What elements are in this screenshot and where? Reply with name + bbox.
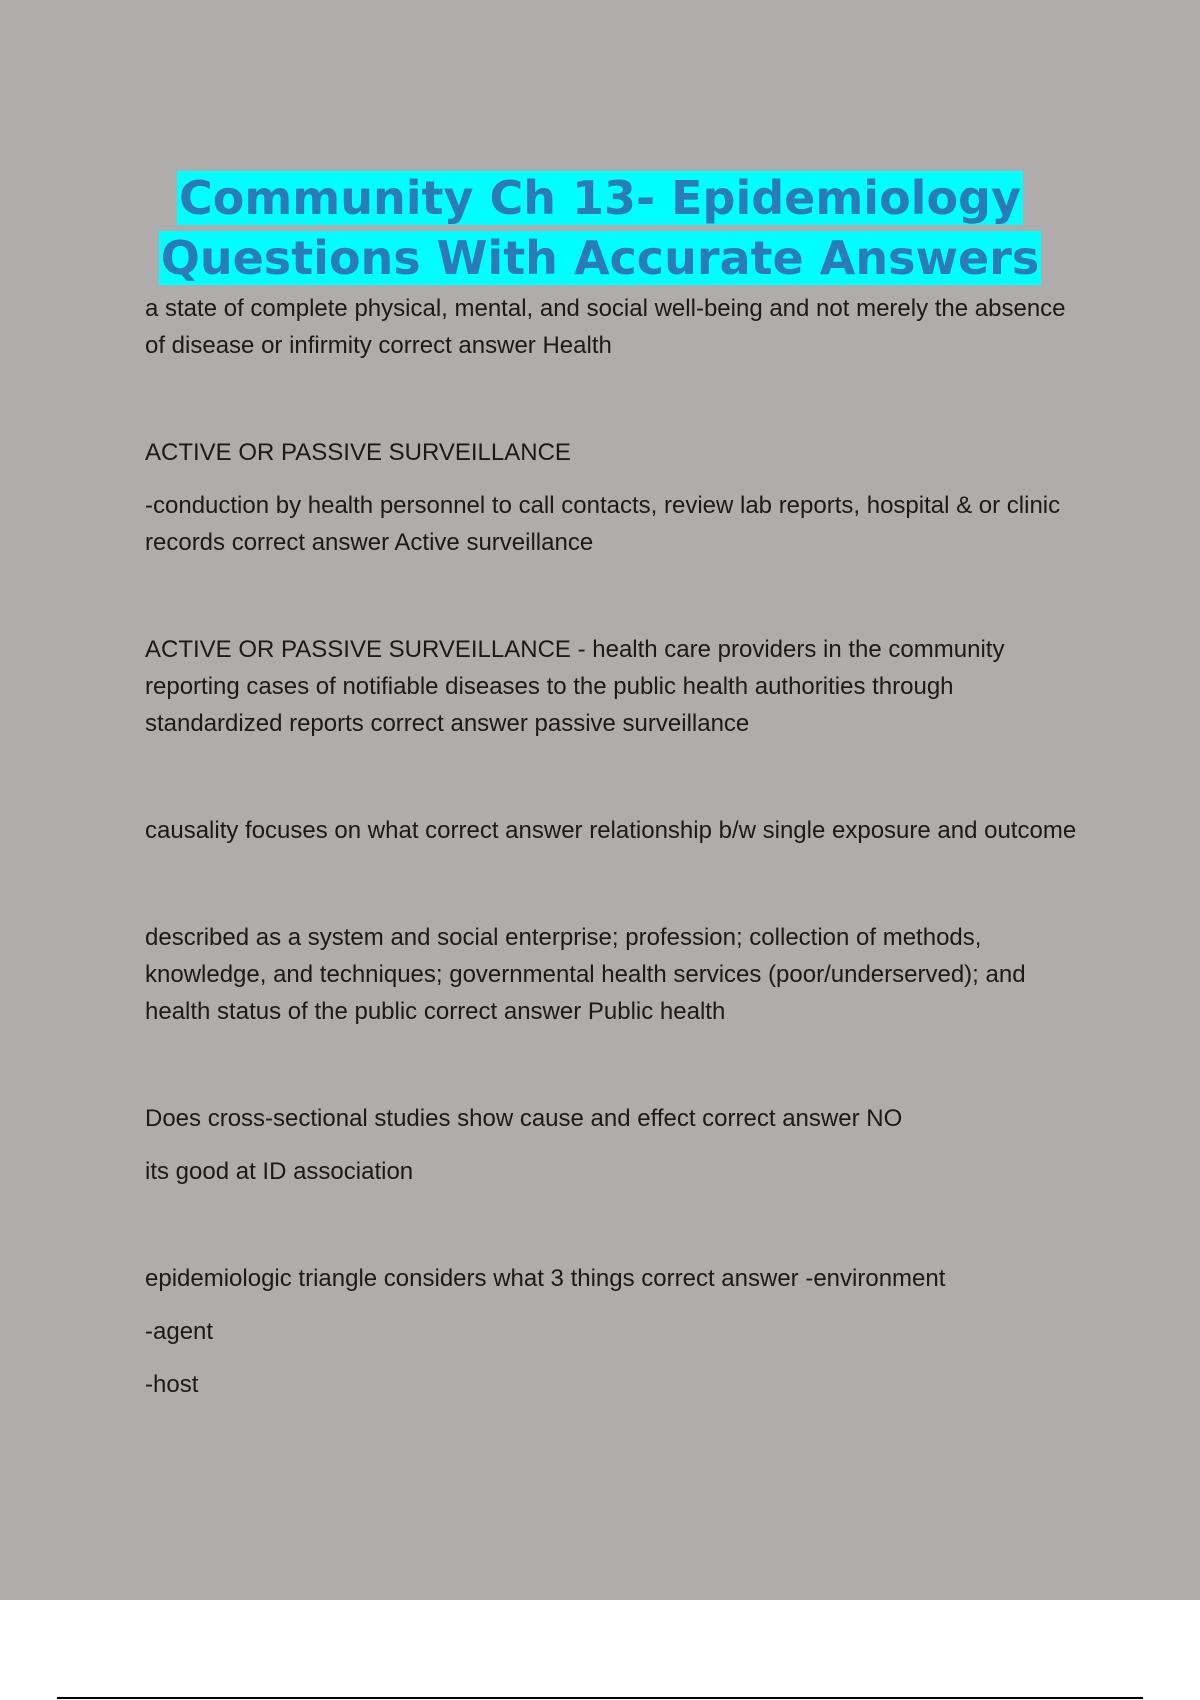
entry-epidemiologic-triangle: epidemiologic triangle considers what 3 things correct answer -environment xyxy=(145,1265,946,1292)
title-line-1: Community Ch 13- Epidemiology xyxy=(179,171,1021,225)
footer-divider xyxy=(57,1697,1143,1699)
document-title xyxy=(0,168,1200,288)
entry-host: -host xyxy=(145,1371,199,1398)
entry-passive-surveillance: ACTIVE OR PASSIVE SURVEILLANCE - health care providers in the community reporting cases of notifiable diseases to the public health authorities through standardized reports correct answer passive surveillance xyxy=(145,636,1005,737)
document-body xyxy=(145,290,1085,1403)
entry-health: a state of complete physical, mental, and social well-being and not merely the absence of disease or infirmity correct answer Health xyxy=(145,295,1066,359)
title-line-2: Questions With Accurate Answers xyxy=(160,231,1040,285)
entry-cross-sectional: Does cross-sectional studies show cause and effect correct answer NO xyxy=(145,1105,903,1132)
entry-public-health: described as a system and social enterprise; profession; collection of methods, knowledge, and techniques; governmental health services (poor/underserved); and health status of the public correct answer Public health xyxy=(145,924,1026,1025)
entry-surveillance-heading: ACTIVE OR PASSIVE SURVEILLANCE xyxy=(145,439,571,466)
entry-agent: -agent xyxy=(145,1318,214,1345)
entry-active-surveillance: -conduction by health personnel to call contacts, review lab reports, hospital & or clinic records correct answer Active surveillance xyxy=(145,492,1061,556)
entry-causality: causality focuses on what correct answer relationship b/w single exposure and outcome xyxy=(145,817,1077,844)
entry-id-association: its good at ID association xyxy=(145,1158,414,1185)
